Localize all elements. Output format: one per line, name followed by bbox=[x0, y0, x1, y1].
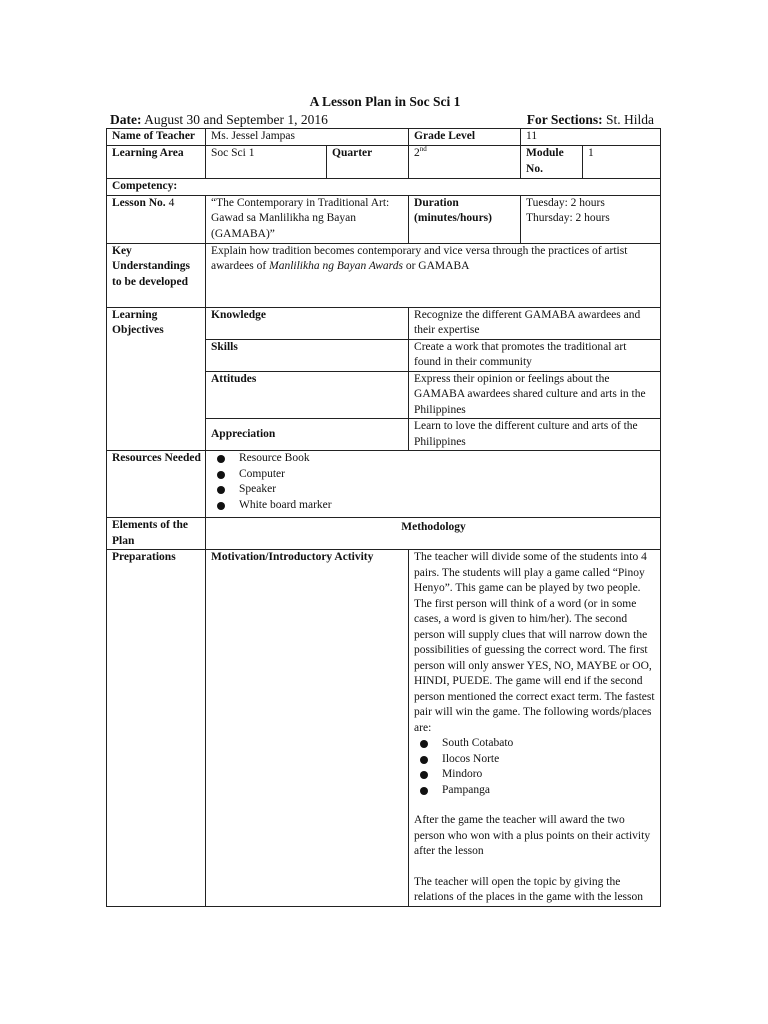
activity-label: Motivation/Introductory Activity bbox=[206, 550, 409, 907]
elements-row bbox=[107, 518, 661, 550]
teacher-label: Name of Teacher bbox=[107, 129, 206, 146]
key-understandings-label: Key Understandings to be developed bbox=[107, 243, 206, 307]
learning-objectives-label: Learning Objectives bbox=[107, 307, 206, 451]
lesson-plan-table bbox=[106, 128, 661, 907]
teacher-row bbox=[107, 129, 661, 146]
module-value: 1 bbox=[583, 146, 661, 179]
activity-description bbox=[409, 550, 661, 907]
resources-row bbox=[107, 451, 661, 518]
list-item: Computer bbox=[211, 467, 656, 483]
resources-label: Resources Needed bbox=[107, 451, 206, 518]
bullet-icon bbox=[217, 455, 225, 463]
key-understandings-row bbox=[107, 243, 661, 307]
sections-value: St. Hilda bbox=[605, 112, 654, 127]
duration-label: Duration (minutes/hours) bbox=[409, 195, 521, 243]
spacer bbox=[414, 860, 656, 875]
competency-label: Competency: bbox=[107, 179, 661, 196]
document-title: A Lesson Plan in Soc Sci 1 bbox=[309, 94, 461, 109]
bullet-icon bbox=[420, 740, 428, 748]
learning-area-value: Soc Sci 1 bbox=[206, 146, 327, 179]
grade-level-label: Grade Level bbox=[409, 129, 521, 146]
date-value: August 30 and September 1, 2016 bbox=[144, 112, 328, 127]
teacher-value: Ms. Jessel Jampas bbox=[206, 129, 409, 146]
duration-thursday: Thursday: 2 hours bbox=[526, 212, 610, 224]
objective-text: Express their opinion or feelings about the GAMABA awardees shared culture and arts in the Philippines bbox=[409, 371, 661, 419]
key-text-part-b: or GAMABA bbox=[402, 260, 470, 272]
grade-level-value: 11 bbox=[521, 129, 661, 146]
bullet-icon bbox=[420, 771, 428, 779]
list-item: White board marker bbox=[211, 498, 656, 514]
quarter-number: 2 bbox=[414, 147, 420, 159]
bullet-icon bbox=[217, 471, 225, 479]
key-text-part-a: Explain how tradition becomes contemporary and vice versa through the practices of artist awardees of bbox=[211, 244, 628, 272]
activity-after: After the game the teacher will award the two person who won with a plus points on their activity after the lesson bbox=[414, 814, 651, 857]
objective-type: Appreciation bbox=[206, 419, 409, 451]
elements-label: Elements of the Plan bbox=[107, 518, 206, 550]
lesson-title: “The Contemporary in Traditional Art: Gawad sa Manlilikha ng Bayan (GAMABA)” bbox=[206, 195, 409, 243]
activity-open: The teacher will open the topic by giving the relations of the places in the game with the lesson bbox=[414, 875, 644, 903]
resources-list bbox=[211, 451, 656, 513]
learning-area-label: Learning Area bbox=[107, 146, 206, 179]
quarter-suffix: nd bbox=[419, 145, 427, 154]
bullet-icon bbox=[420, 787, 428, 795]
preparations-row bbox=[107, 550, 661, 907]
lesson-number-label: Lesson No. bbox=[112, 196, 166, 209]
objective-type: Knowledge bbox=[206, 307, 409, 339]
duration-tuesday: Tuesday: 2 hours bbox=[526, 196, 605, 209]
places-list bbox=[414, 736, 656, 798]
lesson-row bbox=[107, 195, 661, 243]
objective-text: Learn to love the different culture and arts of the Philippines bbox=[409, 419, 661, 451]
methodology-heading: Methodology bbox=[206, 518, 661, 550]
list-item: Speaker bbox=[211, 482, 656, 498]
key-understandings-text bbox=[206, 243, 661, 307]
objective-row-knowledge bbox=[107, 307, 661, 339]
spacer bbox=[414, 798, 656, 813]
list-item: Mindoro bbox=[414, 767, 656, 783]
list-item: Pampanga bbox=[414, 783, 656, 799]
lesson-number-cell bbox=[107, 195, 206, 243]
bullet-icon bbox=[217, 502, 225, 510]
objective-type: Skills bbox=[206, 339, 409, 371]
resources-list-cell bbox=[206, 451, 661, 518]
learning-area-row bbox=[107, 146, 661, 179]
module-label: Module No. bbox=[521, 146, 583, 179]
list-item: Resource Book bbox=[211, 451, 656, 467]
quarter-value bbox=[409, 146, 521, 179]
activity-intro: The teacher will divide some of the students into 4 pairs. The students will play a game called “Pinoy Henyo”. This game can be played by two people. The first person will think of a word (or in some cases, a word is given to him/her). The second person will supply clues that will narrow down the possibilities of guessing the correct word. The first person will only answer YES, NO, MAYBE or OO, HINDI, PUEDE. The game will end if the second person mentioned the correct exact term. The fastest pair will win the game. The following words/places are: bbox=[414, 551, 655, 734]
bullet-icon bbox=[420, 756, 428, 764]
objective-type: Attitudes bbox=[206, 371, 409, 419]
objective-text: Recognize the different GAMABA awardees and their expertise bbox=[409, 307, 661, 339]
preparations-label: Preparations bbox=[107, 550, 206, 907]
bullet-icon bbox=[217, 486, 225, 494]
competency-row bbox=[107, 179, 661, 196]
quarter-label: Quarter bbox=[327, 146, 409, 179]
sections-label: For Sections: bbox=[526, 112, 603, 127]
list-item: South Cotabato bbox=[414, 736, 656, 752]
date-label: Date: bbox=[110, 112, 142, 127]
lesson-number-value: 4 bbox=[168, 196, 175, 209]
list-item: Ilocos Norte bbox=[414, 752, 656, 768]
key-text-italic: Manlilikha ng Bayan Awards bbox=[269, 260, 403, 272]
duration-value bbox=[521, 195, 661, 243]
objective-text: Create a work that promotes the traditional art found in their community bbox=[409, 339, 661, 371]
